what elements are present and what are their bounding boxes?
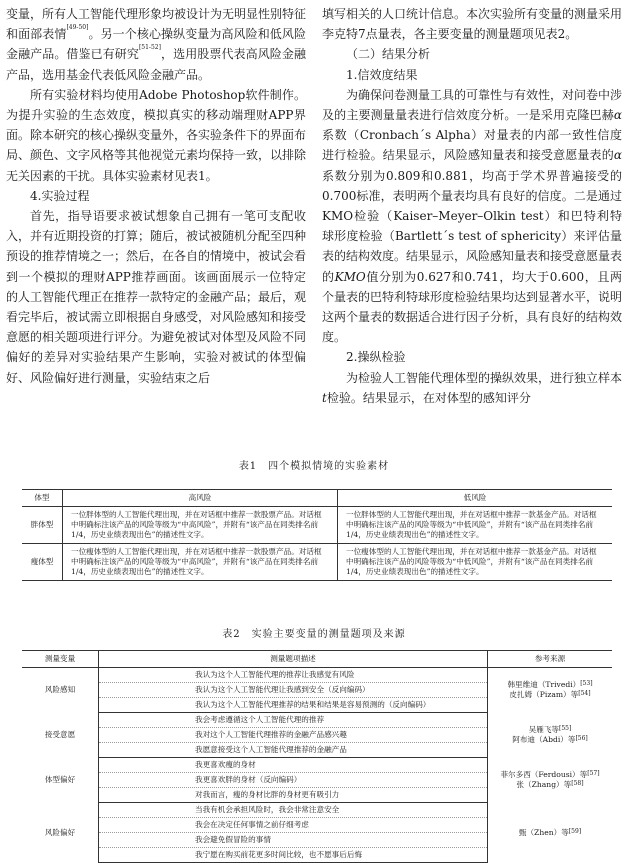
paragraph: 所有实验材料均使用Adobe Photoshop软件制作。为提升实验的生态效度，模拟真实的移动端理财APP界面。除本研究的核心操纵变量外，各实验条件下的界面布局、颜色、文字风格等其他视觉元素均保持一致，以排除无关因素的干扰。具体实验素材见表1。 <box>6 87 307 183</box>
reference-text: 吴雁飞等 <box>528 725 560 734</box>
reference-text: 甄（Zhen）等 <box>518 827 569 837</box>
symbol: α <box>613 108 622 123</box>
text: 值分别为0.627和0.741，均大于0.600，且两个量表的巴特利特球形度检验结果均达到显著水平，说明这两个量表的数据适合进行因子分析，具有良好的结构效度。 <box>322 269 623 345</box>
table-row <box>22 668 612 683</box>
text: 为检验人工智能代理体型的操纵效果，进行独立样本 <box>346 370 623 385</box>
column-header: 测量变量 <box>22 651 99 668</box>
table-row <box>22 758 612 773</box>
table-cell: 胖体型 <box>22 507 63 544</box>
reference-line <box>491 680 609 690</box>
reference-cell <box>488 803 613 863</box>
column-header: 测量题项描述 <box>99 651 488 668</box>
citation: [55] <box>559 725 572 732</box>
item-cell: 我认为这个人工智能代理的推荐让我感觉有风险 <box>99 668 488 683</box>
variable-cell: 风险偏好 <box>22 803 99 863</box>
reference-line <box>491 780 609 790</box>
item-cell: 我会在决定任何事情之前仔细考虑 <box>99 818 488 833</box>
variable-cell: 体型偏好 <box>22 758 99 803</box>
right-column <box>322 4 622 444</box>
column-header: 高风险 <box>63 490 338 507</box>
reference-cell <box>488 713 613 758</box>
text: 检验。结果显示，在对体型的感知评分 <box>326 390 531 405</box>
paragraph: 首先，指导语要求被试想象自己拥有一笔可支配收入，并有近期投资的打算；随后，被试被随机分配至四种预设的推荐情境之一；然后，在各自的情境中，被试会看到一个模拟的理财APP推荐画面。该画面展示一位特定的人工智能代理正在推荐一款特定的金融产品；最后，观看完毕后，被试需立即根据自身感受，对风险感知和接受意愿的相关题项进行评分。为避免被试对体型及风险不同偏好的差异对实验结果产生影响，实验对被试的体型偏好、风险偏好进行测量，实验结束之后 <box>6 209 307 385</box>
text: 系数分别为0.809和0.881，均高于学术界普遍接受的0.700标准，表明两个量表均具有良好的信度。二是通过KMO检验（Kaiser–Meyer–Olkin test）和巴特利特球形度检验（Bartlett´s test of sphericity）来评估量表的结构效度。结果显示，风险感知量表和接受意愿量表的 <box>322 168 623 284</box>
item-cell: 我宁愿在购买前花更多时间比较，也不愿事后后悔 <box>99 848 488 863</box>
variable-cell: 风险感知 <box>22 668 99 713</box>
table-cell: 一位瘦体型的人工智能代理出现，并在对话框中推荐一款基金产品。对话框中明确标注该产品的风险等级为“中低风险”，并附有“该产品在同类排名前1/4，历史业绩表现出色”的描述性文字。 <box>338 544 613 581</box>
citation: [58] <box>571 780 584 787</box>
item-cell: 对我而言，瘦的身材比胖的身材更有吸引力 <box>99 788 488 803</box>
table-cell: 一位瘦体型的人工智能代理出现，并在对话框中推荐一款股票产品。对话框中明确标注该产品的风险等级为“中高风险”，并附有“该产品在同类排名前1/4，历史业绩表现出色”的描述性文字。 <box>63 544 338 581</box>
subsection-heading: 1.信效度结果 <box>346 67 418 82</box>
reference-line <box>491 770 609 780</box>
reference-text: 皮扎姆（Pizam）等 <box>509 690 579 700</box>
table2-caption: 表2 实验主要变量的测量题项及来源 <box>222 629 406 640</box>
item-cell: 我对这个人工智能代理推荐的金融产品感兴趣 <box>99 728 488 743</box>
item-cell: 我认为这个人工智能代理让我感到安全（反向编码） <box>99 683 488 698</box>
paragraph <box>6 4 306 85</box>
column-header: 参考来源 <box>488 651 613 668</box>
item-cell: 当我有机会承担风险时，我会非常注意安全 <box>99 803 488 818</box>
citation: [54] <box>578 690 591 698</box>
table2 <box>22 650 612 863</box>
item-cell: 我更喜欢瘦的身材 <box>99 758 488 773</box>
paragraph <box>322 85 622 348</box>
text: 变量，所有人工智能代理形象均被设计为无明显性别特征和面部表情 <box>6 7 307 42</box>
citation: [57] <box>587 770 600 777</box>
reference-line <box>491 725 609 735</box>
table-row <box>22 507 612 544</box>
text: ，选用股票代表高风险金融产品，选用基金代表低风险金融产品。 <box>6 47 306 82</box>
reference-line <box>491 828 609 838</box>
subsection-heading: 4.实验过程 <box>30 188 90 203</box>
item-cell: 我会避免假冒险的事情 <box>99 833 488 848</box>
reference-text: 张（Zhang）等 <box>516 780 572 789</box>
table-cell: 瘦体型 <box>22 544 63 581</box>
item-cell: 我认为这个人工智能代理推荐的结果和结果是容易预测的（反向编码） <box>99 698 488 713</box>
table-row <box>22 713 612 728</box>
section-heading: （二）结果分析 <box>346 47 431 62</box>
column-header: 低风险 <box>338 490 613 507</box>
table-cell: 一位胖体型的人工智能代理出现，并在对话框中推荐一款股票产品。对话框中明确标注该产品的风险等级为“中高风险”，并附有“该产品在同类排名前1/4，历史业绩表现出色”的描述性文字。 <box>63 507 338 544</box>
citation: [56] <box>575 735 588 742</box>
table-row <box>22 803 612 818</box>
citation: [49-50] <box>66 24 89 32</box>
paragraph <box>322 368 622 408</box>
reference-cell <box>488 758 613 803</box>
text: 系数（Cronbach´s Alpha）对量表的内部一致性信度进行检验。结果显示，风险感知量表和接受意愿量表的 <box>322 128 622 163</box>
paragraph: 填写相关的人口统计信息。本次实验所有变量的测量采用李克特7点量表，各主要变量的测量题项见表2。 <box>322 7 623 42</box>
item-cell: 我更喜欢胖的身材（反向编码） <box>99 773 488 788</box>
citation: [51-52] <box>138 44 161 52</box>
reference-cell <box>488 668 613 713</box>
left-column <box>6 4 306 444</box>
reference-text: 阿布迪（Abdi）等 <box>512 735 576 744</box>
table1-caption: 表1 四个模拟情境的实验素材 <box>238 461 390 472</box>
text: 。另一个核心操纵变量为高风险和低风险金融产品。借鉴已有研究 <box>6 27 306 62</box>
item-cell: 我会考虑遵循这个人工智能代理的推荐 <box>99 713 488 728</box>
table-cell: 一位胖体型的人工智能代理出现，并在对话框中推荐一款基金产品。对话框中明确标注该产品的风险等级为“中低风险”，并附有“该产品在同类排名前1/4，历史业绩表现出色”的描述性文字。 <box>338 507 613 544</box>
column-header: 体型 <box>22 490 63 507</box>
citation: [53] <box>580 680 593 688</box>
reference-line <box>491 690 609 700</box>
variable-cell: 接受意愿 <box>22 713 99 758</box>
item-cell: 我愿意接受这个人工智能代理推荐的金融产品 <box>99 743 488 758</box>
symbol: α <box>613 148 622 163</box>
reference-text: 韩里维迪（Trivedi） <box>507 680 581 690</box>
reference-text: 菲尔多西（Ferdousi）等 <box>500 770 588 779</box>
body-text <box>6 4 622 444</box>
symbol: t <box>322 390 327 405</box>
subsection-heading: 2.操纵检验 <box>346 350 406 365</box>
table-row <box>22 544 612 581</box>
table1 <box>22 489 612 581</box>
reference-line <box>491 735 609 745</box>
citation: [59] <box>568 827 582 835</box>
symbol: KMO <box>334 269 366 284</box>
text: 为确保问卷测量工具的可靠性与有效性，对问卷中涉及的主要测量量表进行信效度分析。一是采用克隆巴赫 <box>322 87 623 123</box>
